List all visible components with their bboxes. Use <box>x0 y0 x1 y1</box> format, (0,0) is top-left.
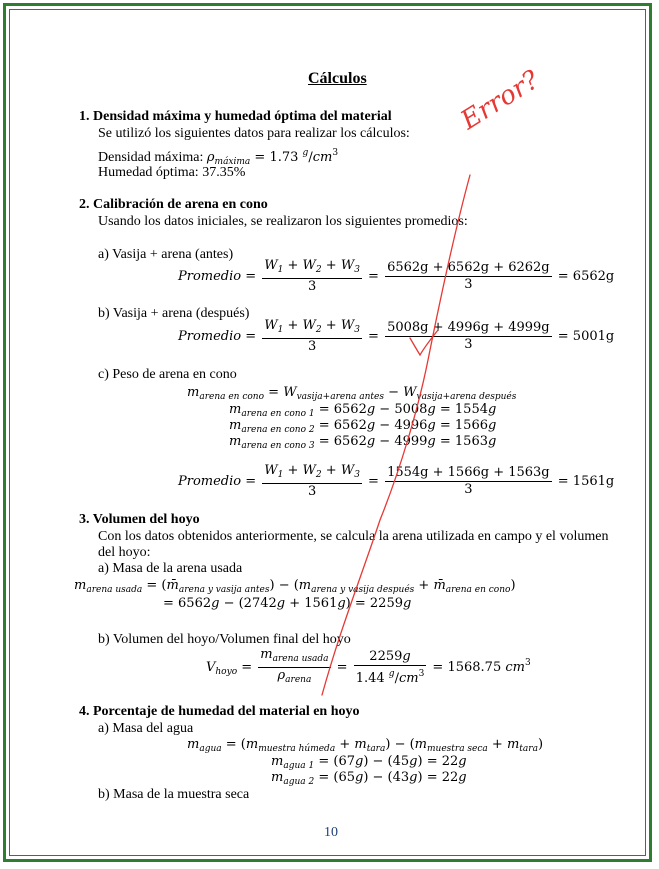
equation-2c-row-1: $m_{arena en cono 1} = 6562g - 5008g = 1554g$ <box>229 402 497 419</box>
density-expression: $\rho_{máxima} = 1.73$ $^g/cm^3$ <box>206 148 339 167</box>
item-4a-label: a) Masa del agua <box>98 721 194 736</box>
equation-3a-result: = 6562g − (2742g + 1561g) = 2259g <box>163 596 412 611</box>
item-4b-label: b) Masa de la muestra seca <box>98 787 250 802</box>
equation-2c-row-3: $m_{arena en cono 3} = 6562g - 4999g = 1563g$ <box>229 434 497 451</box>
section-4-heading: 4. Porcentaje de humedad del material en hoyo <box>79 704 360 719</box>
equation-2c-average: Promedio = $\frac{W_1 + W_2 + W_3}{3}$ = $\frac{1554g + 1566g + 1563g}{3}$ = 1561g <box>178 463 615 499</box>
annotation-error-text: Error? <box>455 64 545 136</box>
page-title: Cálculos <box>308 70 367 87</box>
equation-4a-row-1: $m_{agua 1} = (67g) - (45g) = 22g$ <box>271 754 467 771</box>
equation-2c-result: = 1561g <box>557 474 615 489</box>
equation-2b-numerator: 5008g + 4996g + 4999g <box>387 320 550 335</box>
equation-4a-row-2: $m_{agua 2} = (65g) - (43g) = 22g$ <box>271 770 467 787</box>
section-2-heading: 2. Calibración de arena en cono <box>79 197 268 212</box>
equation-3b: $V_{hoyo}$ = $\frac{m_{arena usada}}{\rho_{arena}}$ = $\frac{2259g}{1.44 ^g/cm^3}$ = 1568.75 $cm^3$ <box>206 647 531 686</box>
humidity-line: Humedad óptima: 37.35% <box>98 165 246 180</box>
equation-2c-numerator: 1554g + 1566g + 1563g <box>387 465 550 480</box>
equation-3a-formula: $m_{arena usada}$ = $(m̄_{arena y vasija antes}) - (m_{arena y vasija después}$ + $m̄_{arena en cono}$) <box>74 578 516 595</box>
equation-2a-numerator: 6562g + 6562g + 6262g <box>387 260 550 275</box>
page-number: 10 <box>324 825 338 840</box>
item-2c-label: c) Peso de arena en cono <box>98 367 237 382</box>
item-3a-label: a) Masa de la arena usada <box>98 561 243 576</box>
section-2-intro: Usando los datos iniciales, se realizaron los siguientes promedios: <box>98 214 468 229</box>
section-3-intro-2: del hoyo: <box>98 545 151 560</box>
equation-2c-formula: $m_{arena en cono} = W_{vasija+arena antes} - W_{vasija+arena después}$ <box>187 385 517 402</box>
equation-2a: Promedio = $\frac{W_1 + W_2 + W_3}{3}$ = $\frac{6562g + 6562g + 6262g}{3}$ = 6562g <box>178 258 615 294</box>
section-3-intro-1: Con los datos obtenidos anteriormente, se calcula la arena utilizada en campo y el volumen <box>98 529 609 544</box>
annotation-slash-line <box>322 175 470 695</box>
equation-2b: Promedio = $\frac{W_1 + W_2 + W_3}{3}$ = $\frac{5008g + 4996g + 4999g}{3}$ = 5001g <box>178 318 615 354</box>
equation-2b-result: = 5001g <box>557 329 615 344</box>
item-3b-label: b) Volumen del hoyo/Volumen final del hoyo <box>98 632 351 647</box>
equation-4a-formula: $m_{agua} = (m_{muestra húmeda} + m_{tara}) - (m_{muestra seca} + m_{tara})$ <box>187 737 544 754</box>
section-1-heading: 1. Densidad máxima y humedad óptima del material <box>79 109 392 124</box>
section-1-intro: Se utilizó los siguientes datos para realizar los cálculos: <box>98 126 410 141</box>
item-2a-label: a) Vasija + arena (antes) <box>98 247 234 262</box>
equation-2a-result: = 6562g <box>557 269 615 284</box>
equation-2c-row-2: $m_{arena en cono 2} = 6562g - 4996g = 1566g$ <box>229 418 497 435</box>
density-label: Densidad máxima: <box>98 150 204 165</box>
section-3-heading: 3. Volumen del hoyo <box>79 512 200 527</box>
item-2b-label: b) Vasija + arena (después) <box>98 306 250 321</box>
